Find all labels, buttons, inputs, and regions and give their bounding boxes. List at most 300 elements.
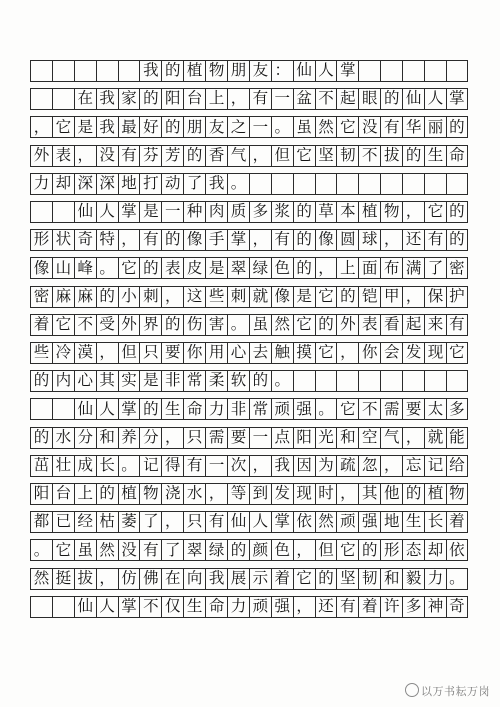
- grid-cell-empty: [30, 398, 52, 420]
- grid-char: 密: [30, 286, 52, 308]
- grid-char: 能: [446, 427, 468, 449]
- grid-char: 因: [293, 455, 315, 477]
- grid-char: 摸: [293, 342, 315, 364]
- grid-char: ，: [293, 596, 315, 618]
- grid-cell-empty: [380, 370, 402, 392]
- grid-char: 仙: [293, 60, 315, 82]
- grid-char: 着: [271, 568, 293, 590]
- grid-char: 肉: [205, 201, 227, 223]
- grid-char: 我: [271, 455, 293, 477]
- grid-cell-empty: [52, 88, 74, 110]
- grid-char: 眼: [358, 88, 380, 110]
- grid-char: 有: [336, 596, 358, 618]
- grid-char: ，: [315, 257, 337, 279]
- grid-char: 坚: [315, 145, 337, 167]
- grid-char: 掌: [118, 596, 140, 618]
- grid-char: 力: [424, 568, 446, 590]
- grid-char: 掌: [118, 201, 140, 223]
- grid-char: 虽: [249, 314, 271, 336]
- grid-cell-empty: [315, 173, 337, 195]
- grid-char: 绿: [205, 539, 227, 561]
- grid-char: 忘: [402, 455, 424, 477]
- grid-char: 了: [424, 257, 446, 279]
- grid-char: 的: [446, 229, 468, 251]
- grid-cell-empty: [249, 173, 271, 195]
- grid-char: 它: [52, 116, 74, 138]
- grid-char: 形: [30, 229, 52, 251]
- grid-char: 起: [336, 88, 358, 110]
- grid-char: 。: [118, 455, 140, 477]
- grid-cell-empty: [358, 60, 380, 82]
- grid-char: 漠: [74, 342, 96, 364]
- grid-char: 等: [227, 483, 249, 505]
- grid-char: ：: [271, 60, 293, 82]
- grid-char: 和: [96, 427, 118, 449]
- grid-char: 会: [380, 342, 402, 364]
- grid-char: 是: [139, 201, 161, 223]
- grid-cell-empty: [293, 370, 315, 392]
- grid-char: 的: [161, 60, 183, 82]
- grid-char: 的: [227, 539, 249, 561]
- grid-char: 就: [249, 286, 271, 308]
- grid-cell-empty: [52, 60, 74, 82]
- grid-row: [30, 60, 468, 82]
- grid-char: 外: [336, 314, 358, 336]
- grid-char: 的: [96, 286, 118, 308]
- grid-char: 拔: [74, 568, 96, 590]
- grid-char: 伤: [183, 314, 205, 336]
- grid-char: 手: [205, 229, 227, 251]
- grid-char: 最: [118, 116, 140, 138]
- grid-char: 其: [358, 483, 380, 505]
- grid-char: 阳: [293, 427, 315, 449]
- grid-char: 常: [249, 398, 271, 420]
- grid-char: 在: [74, 88, 96, 110]
- grid-char: 。: [227, 173, 249, 195]
- grid-char: 你: [358, 342, 380, 364]
- grid-char: 深: [96, 173, 118, 195]
- grid-cell-empty: [402, 370, 424, 392]
- grid-cell-empty: [52, 398, 74, 420]
- grid-char: ，: [249, 455, 271, 477]
- grid-char: 非: [227, 398, 249, 420]
- grid-char: 。: [446, 568, 468, 590]
- grid-char: 的: [249, 370, 271, 392]
- grid-row: [30, 455, 468, 477]
- grid-char: 只: [183, 427, 205, 449]
- grid-char: 一: [161, 201, 183, 223]
- grid-char: 仙: [74, 596, 96, 618]
- grid-char: 的: [183, 145, 205, 167]
- grid-char: 挺: [52, 568, 74, 590]
- grid-char: 神: [424, 596, 446, 618]
- grid-char: 地: [380, 511, 402, 533]
- grid-char: 看: [380, 314, 402, 336]
- grid-char: 的: [315, 314, 337, 336]
- grid-row: [30, 511, 468, 533]
- grid-row: [30, 173, 468, 195]
- grid-char: 的: [161, 229, 183, 251]
- grid-char: 疏: [336, 455, 358, 477]
- grid-char: 动: [161, 173, 183, 195]
- grid-char: 但: [315, 539, 337, 561]
- grid-char: 受: [96, 314, 118, 336]
- grid-char: 长: [424, 511, 446, 533]
- grid-char: 深: [74, 173, 96, 195]
- grid-char: 翠: [183, 539, 205, 561]
- grid-row: [30, 201, 468, 223]
- grid-char: 多: [402, 596, 424, 618]
- grid-char: 只: [183, 511, 205, 533]
- grid-char: 然: [271, 314, 293, 336]
- grid-char: 现: [293, 483, 315, 505]
- grid-char: 冷: [52, 342, 74, 364]
- grid-char: 多: [446, 398, 468, 420]
- grid-char: 记: [139, 455, 161, 477]
- grid-char: 命: [205, 596, 227, 618]
- grid-cell-empty: [74, 60, 96, 82]
- grid-char: 都: [30, 511, 52, 533]
- grid-char: 要: [227, 427, 249, 449]
- grid-row: [30, 286, 468, 308]
- grid-char: 掌: [227, 229, 249, 251]
- grid-char: 小: [118, 286, 140, 308]
- grid-char: 就: [424, 427, 446, 449]
- grid-char: 它: [315, 342, 337, 364]
- grid-char: 有: [446, 314, 468, 336]
- grid-char: 我: [205, 173, 227, 195]
- grid-char: ，: [402, 427, 424, 449]
- grid-char: 外: [30, 145, 52, 167]
- grid-char: 仅: [161, 596, 183, 618]
- grid-char: 的: [446, 201, 468, 223]
- grid-char: 然: [30, 568, 52, 590]
- grid-char: 丽: [424, 116, 446, 138]
- grid-char: 的: [293, 201, 315, 223]
- grid-char: 人: [96, 596, 118, 618]
- grid-char: 给: [446, 455, 468, 477]
- grid-cell-empty: [52, 596, 74, 618]
- grid-char: 成: [74, 455, 96, 477]
- grid-char: 气: [380, 427, 402, 449]
- grid-char: 。: [315, 398, 337, 420]
- grid-row: [30, 342, 468, 364]
- grid-char: 软: [227, 370, 249, 392]
- grid-char: 台: [183, 88, 205, 110]
- grid-char: 拔: [380, 145, 402, 167]
- grid-char: 之: [227, 116, 249, 138]
- grid-cell-empty: [30, 201, 52, 223]
- grid-char: 发: [402, 342, 424, 364]
- grid-cell-empty: [402, 173, 424, 195]
- grid-char: 起: [402, 314, 424, 336]
- grid-char: 它: [336, 398, 358, 420]
- grid-char: 上: [205, 88, 227, 110]
- grid-char: 其: [96, 370, 118, 392]
- grid-char: 不: [358, 398, 380, 420]
- grid-char: 它: [118, 257, 140, 279]
- grid-char: 和: [336, 427, 358, 449]
- grid-char: 表: [52, 145, 74, 167]
- grid-char: 的: [161, 314, 183, 336]
- grid-char: 然: [96, 539, 118, 561]
- grid-char: 像: [271, 286, 293, 308]
- grid-char: 顽: [336, 511, 358, 533]
- grid-char: 韧: [358, 568, 380, 590]
- grid-row: [30, 596, 468, 618]
- grid-cell-empty: [380, 173, 402, 195]
- grid-char: 去: [249, 342, 271, 364]
- grid-char: ，: [380, 455, 402, 477]
- grid-char: 实: [118, 370, 140, 392]
- grid-char: 奇: [74, 229, 96, 251]
- grid-char: 护: [446, 286, 468, 308]
- grid-char: 仙: [74, 398, 96, 420]
- grid-char: 柔: [205, 370, 227, 392]
- grid-char: 植: [183, 60, 205, 82]
- grid-char: 有: [271, 229, 293, 251]
- grid-char: 水: [183, 483, 205, 505]
- grid-row: [30, 370, 468, 392]
- grid-row: [30, 539, 468, 561]
- grid-char: 展: [227, 568, 249, 590]
- grid-char: 友: [205, 116, 227, 138]
- grid-char: ，: [402, 286, 424, 308]
- grid-char: 不: [139, 596, 161, 618]
- grid-char: 得: [161, 455, 183, 477]
- grid-char: 已: [52, 511, 74, 533]
- grid-char: 麻: [52, 286, 74, 308]
- grid-char: ，: [161, 427, 183, 449]
- grid-row: [30, 568, 468, 590]
- grid-cell-empty: [315, 370, 337, 392]
- grid-char: 太: [424, 398, 446, 420]
- grid-char: 了: [183, 173, 205, 195]
- grid-char: 心: [74, 370, 96, 392]
- grid-char: 气: [227, 145, 249, 167]
- grid-char: 满: [402, 257, 424, 279]
- grid-char: 的: [96, 483, 118, 505]
- grid-char: 不: [358, 145, 380, 167]
- grid-char: 力: [227, 596, 249, 618]
- grid-cell-empty: [446, 60, 468, 82]
- grid-char: ，: [96, 568, 118, 590]
- grid-char: 物: [139, 483, 161, 505]
- grid-char: ，: [96, 342, 118, 364]
- grid-cell-empty: [446, 370, 468, 392]
- grid-char: 依: [446, 539, 468, 561]
- grid-char: 时: [315, 483, 337, 505]
- grid-cell-empty: [424, 370, 446, 392]
- grid-char: 友: [249, 60, 271, 82]
- grid-char: 是: [139, 370, 161, 392]
- grid-char: 向: [183, 568, 205, 590]
- grid-char: 种: [183, 201, 205, 223]
- grid-char: 它: [336, 539, 358, 561]
- grid-char: 的: [402, 483, 424, 505]
- grid-char: 但: [118, 342, 140, 364]
- grid-char: 着: [30, 314, 52, 336]
- grid-char: 萎: [118, 511, 140, 533]
- grid-char: 质: [227, 201, 249, 223]
- grid-char: ，: [74, 145, 96, 167]
- grid-char: 它: [293, 568, 315, 590]
- grid-char: 它: [446, 342, 468, 364]
- grid-char: 阳: [30, 483, 52, 505]
- grid-char: 仙: [402, 88, 424, 110]
- grid-row: [30, 88, 468, 110]
- grid-char: 不: [74, 314, 96, 336]
- grid-row: [30, 116, 468, 138]
- grid-char: 奇: [446, 596, 468, 618]
- grid-char: 却: [424, 539, 446, 561]
- grid-cell-empty: [402, 60, 424, 82]
- grid-char: ，: [205, 483, 227, 505]
- grid-char: 它: [336, 116, 358, 138]
- grid-char: 生: [161, 398, 183, 420]
- grid-char: 我: [205, 568, 227, 590]
- grid-char: 人: [249, 511, 271, 533]
- grid-char: 。: [30, 539, 52, 561]
- grid-row: [30, 398, 468, 420]
- grid-char: 有: [183, 455, 205, 477]
- grid-char: 的: [30, 427, 52, 449]
- grid-char: 盆: [293, 88, 315, 110]
- grid-char: 些: [30, 342, 52, 364]
- grid-char: ，: [161, 511, 183, 533]
- grid-char: 绿: [249, 257, 271, 279]
- grid-char: 皮: [183, 257, 205, 279]
- grid-char: 的: [315, 568, 337, 590]
- grid-char: 没: [96, 145, 118, 167]
- grid-char: 来: [424, 314, 446, 336]
- grid-char: ，: [249, 229, 271, 251]
- grid-char: 浆: [271, 201, 293, 223]
- grid-char: 物: [380, 201, 402, 223]
- grid-char: 些: [205, 286, 227, 308]
- grid-char: 形: [380, 539, 402, 561]
- grid-char: 态: [402, 539, 424, 561]
- grid-char: 有: [205, 511, 227, 533]
- grid-char: 毅: [402, 568, 424, 590]
- grid-char: 顽: [249, 596, 271, 618]
- grid-char: 的: [139, 88, 161, 110]
- grid-char: 但: [271, 145, 293, 167]
- grid-char: 一: [249, 427, 271, 449]
- grid-char: 在: [161, 568, 183, 590]
- grid-char: 朋: [183, 116, 205, 138]
- grid-char: 一: [271, 88, 293, 110]
- grid-char: ，: [336, 483, 358, 505]
- grid-char: 植: [424, 483, 446, 505]
- grid-char: 强: [358, 511, 380, 533]
- grid-cell-empty: [271, 173, 293, 195]
- grid-char: 只: [139, 342, 161, 364]
- grid-char: 掌: [271, 511, 293, 533]
- grid-char: 现: [424, 342, 446, 364]
- grid-char: ，: [227, 88, 249, 110]
- grid-char: 这: [183, 286, 205, 308]
- grid-char: 的: [161, 116, 183, 138]
- grid-char: 人: [424, 88, 446, 110]
- grid-char: 掌: [336, 60, 358, 82]
- grid-char: 坚: [336, 568, 358, 590]
- grid-char: 。: [227, 314, 249, 336]
- grid-char: ，: [30, 116, 52, 138]
- grid-char: 发: [271, 483, 293, 505]
- grid-char: 颜: [249, 539, 271, 561]
- grid-char: 虽: [74, 539, 96, 561]
- grid-char: 和: [380, 568, 402, 590]
- grid-char: 还: [402, 229, 424, 251]
- grid-char: 它: [315, 286, 337, 308]
- grid-char: 有: [139, 229, 161, 251]
- grid-char: 却: [52, 173, 74, 195]
- grid-char: 他: [380, 483, 402, 505]
- grid-char: 家: [118, 88, 140, 110]
- grid-char: 有: [249, 88, 271, 110]
- grid-char: ，: [161, 286, 183, 308]
- grid-char: 有: [424, 229, 446, 251]
- grid-char: 点: [271, 427, 293, 449]
- grid-char: 没: [118, 539, 140, 561]
- grid-char: 一: [205, 455, 227, 477]
- grid-char: 的: [139, 398, 161, 420]
- grid-char: 有: [118, 145, 140, 167]
- grid-char: 空: [358, 427, 380, 449]
- grid-char: 打: [139, 173, 161, 195]
- grid-char: 刺: [139, 286, 161, 308]
- grid-char: 的: [293, 257, 315, 279]
- grid-char: 浇: [161, 483, 183, 505]
- grid-char: 本: [336, 201, 358, 223]
- grid-char: 的: [293, 229, 315, 251]
- grid-char: 有: [380, 116, 402, 138]
- grid-row: [30, 427, 468, 449]
- grid-char: 外: [118, 314, 140, 336]
- grid-cell-empty: [30, 60, 52, 82]
- grid-cell-empty: [30, 596, 52, 618]
- grid-char: 为: [315, 455, 337, 477]
- grid-char: 翠: [227, 257, 249, 279]
- grid-char: 台: [52, 483, 74, 505]
- grid-char: 我: [96, 116, 118, 138]
- grid-char: 仙: [227, 511, 249, 533]
- grid-char: 峰: [74, 257, 96, 279]
- grid-char: 。: [271, 116, 293, 138]
- grid-char: 还: [315, 596, 337, 618]
- grid-char: 生: [183, 596, 205, 618]
- watermark: [405, 683, 490, 699]
- grid-char: 掌: [446, 88, 468, 110]
- grid-char: 分: [74, 427, 96, 449]
- grid-cell-empty: [52, 201, 74, 223]
- watermark-logo-icon: [405, 683, 419, 697]
- grid-char: 生: [424, 145, 446, 167]
- grid-char: 草: [315, 201, 337, 223]
- grid-char: 佛: [139, 568, 161, 590]
- grid-char: 强: [293, 398, 315, 420]
- grid-char: 我: [96, 88, 118, 110]
- grid-char: 然: [315, 511, 337, 533]
- grid-char: 没: [358, 116, 380, 138]
- grid-row: [30, 257, 468, 279]
- grid-char: 的: [30, 370, 52, 392]
- grid-char: 我: [139, 60, 161, 82]
- grid-char: ，: [380, 229, 402, 251]
- grid-char: 的: [380, 88, 402, 110]
- grid-cell-empty: [336, 173, 358, 195]
